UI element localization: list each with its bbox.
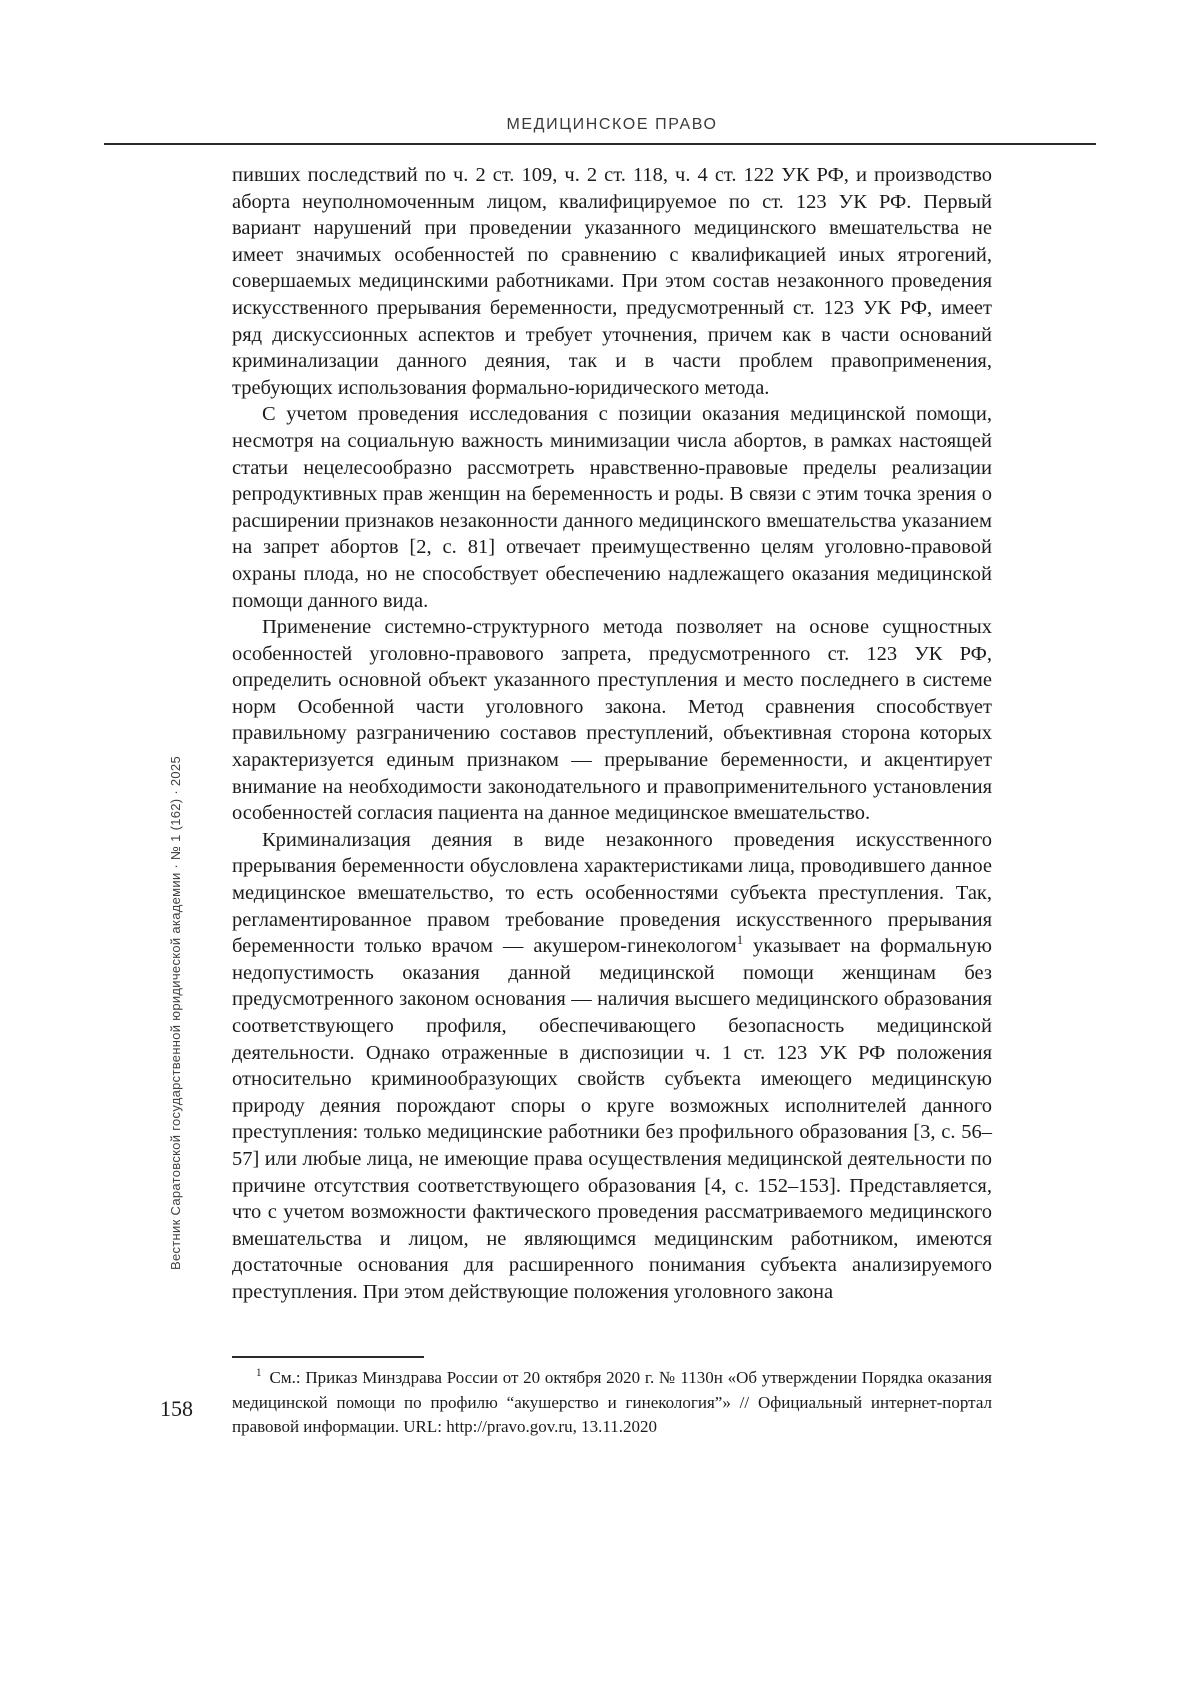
paragraph-3: Применение системно-структурного метода позволяет на основе сущностных особенностей уголовно-правового запрета, предусмотренного ст. 123 УК РФ, определить основной объект указанного преступления и место последнего в системе норм Особенной части уголовного закона. Метод сравнения способствует правильному разграничению составов преступлений, объективная сторона которых характеризуется единым признаком — прерывание беременности, и акцентирует внимание на необходимости законодательного и правоприменительного установления особенностей согласия пациента на данное медицинское вмешательство. xyxy=(232,616,992,825)
journal-imprint-vertical: Вестник Саратовской государственной юридической академии · № 1 (162) · 2025 xyxy=(168,756,183,1270)
footnote-block xyxy=(232,1366,992,1440)
footnote-rule xyxy=(232,1356,424,1358)
footnote-marker: 1 xyxy=(256,1367,262,1380)
page-number: 158 xyxy=(160,1396,193,1421)
footnote-text: См.: Приказ Минздрава России от 20 октября 2020 г. № 1130н «Об утверждении Порядка оказания медицинской помощи по профилю “акушерство и гинекология”» // Официальный интернет-портал правовой информации. URL: http://pravo.gov.ru, 13.11.2020 xyxy=(232,1368,992,1436)
paragraph-4-text-after-ref: указывает на формальную недопустимость оказания данной медицинской помощи женщинам без предусмотренного законом основания — наличия высшего медицинского образования соответствующего профиля, обеспечивающего безопасность медицинской деятельности. Однако отраженные в диспозиции ч. 1 ст. 123 УК РФ положения относительно криминообразующих свойств субъекта имеющего медицинскую природу деяния порождают споры о круге возможных исполнителей данного преступления: только медицинские работники без профильного образования [3, с. 56–57] или любые лица, не имеющие права осуществления медицинской деятельности по причине отсутствия соответствующего образования [4, с. 152–153]. Представляется, что с учетом возможности фактического проведения рассматриваемого медицинского вмешательства и лицом, не являющимся медицинским работником, имеются достаточные основания для расширенного понимания субъекта анализируемого преступления. При этом действующие положения уголовного закона xyxy=(232,935,992,1303)
footnote-1 xyxy=(232,1366,992,1440)
paragraph-4-text-before-ref: Криминализация деяния в виде незаконного проведения искусственного прерывания беременности обусловлена характеристиками лица, проводившего данное медицинское вмешательство, то есть особенностями субъекта преступления. Так, регламентированное правом требование проведения искусственного прерывания беременности только врачом — акушером-гинекологом xyxy=(232,828,992,958)
paragraph-2: С учетом проведения исследования с позиции оказания медицинской помощи, несмотря на социальную важность минимизации числа абортов, в рамках настоящей статьи нецелесообразно рассмотреть нравственно-правовые пределы реализации репродуктивных прав женщин на беременность и роды. В связи с этим точка зрения о расширении признаков незаконности данного медицинского вмешательства указанием на запрет абортов [2, с. 81] отвечает преимущественно целям уголовно-правовой охраны плода, но не способствует обеспечению надлежащего оказания медицинской помощи данного вида. xyxy=(232,403,992,612)
paragraph-4 xyxy=(232,827,992,1306)
paragraph-1: пивших последствий по ч. 2 ст. 109, ч. 2 ст. 118, ч. 4 ст. 122 УК РФ, и производство аборта неуполномоченным лицом, квалифицируемое по ст. 123 УК РФ. Первый вариант нарушений при проведении указанного медицинского вмешательства не имеет значимых особенностей по сравнению с квалификацией иных ятрогений, совершаемых медицинскими работниками. При этом состав незаконного проведения искусственного прерывания беременности, предусмотренный ст. 123 УК РФ, имеет ряд дискуссионных аспектов и требует уточнения, причем как в части оснований криминализации данного деяния, так и в части проблем правоприменения, требующих использования формально-юридического метода. xyxy=(232,164,992,399)
footnote-reference: 1 xyxy=(736,933,744,948)
running-head: МЕДИЦИНСКОЕ ПРАВО xyxy=(506,116,718,133)
header-rule xyxy=(104,143,1096,145)
article-body xyxy=(232,162,992,1306)
